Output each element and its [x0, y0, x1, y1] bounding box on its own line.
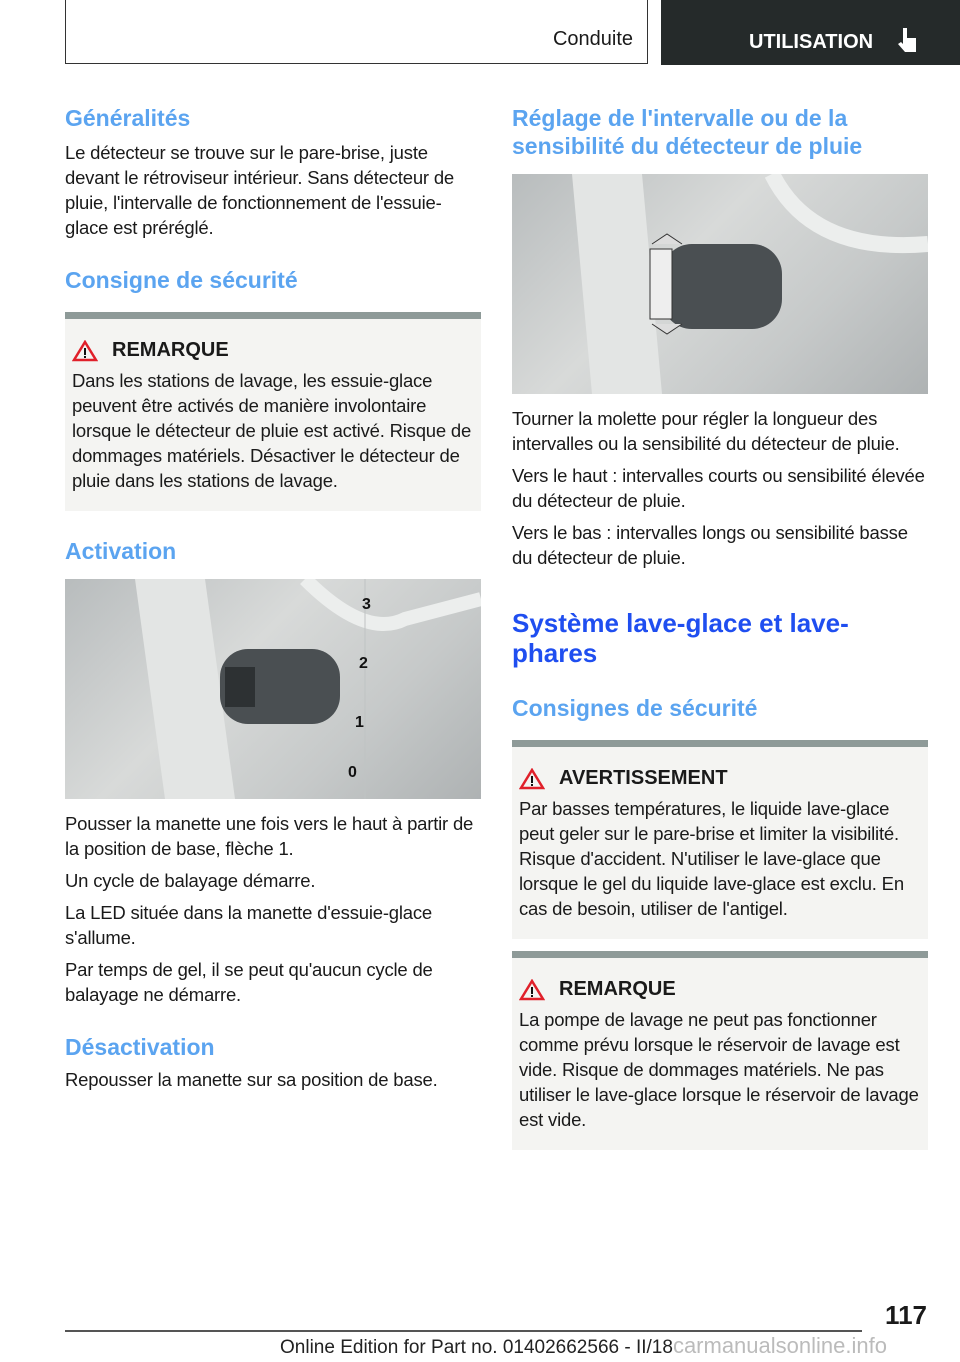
warning-box	[512, 740, 928, 939]
desactivation-text: Repousser la manette sur sa position de base.	[65, 1069, 438, 1090]
heading-generalites: Généralités	[65, 105, 191, 131]
note-text: La pompe de lavage ne peut pas fonctionner comme prévu lorsque le réservoir de lavage est vide. Risque de dommages matériels. Ne pas utiliser le lave-glace lorsque le réservoir de lavage est vide.	[519, 1009, 919, 1130]
arrow-label-0: 0	[348, 764, 357, 781]
note-box	[65, 312, 481, 511]
heading-systeme: Système lave-glace et lave-phares	[512, 608, 849, 668]
arrow-label-1: 1	[355, 714, 364, 731]
activation-para-4: Par temps de gel, il se peut qu'aucun cycle de balayage ne démarre.	[65, 959, 433, 1005]
heading-desactivation: Désactivation	[65, 1034, 215, 1060]
warning-text: Par basses températures, le liquide lave-glace peut geler sur le pare-brise et limiter la visibilité. Risque d'accident. N'utiliser le lave-glace que lorsque le gel du liquide lave-glace est exclu. En cas de besoin, utiliser de l'antigel.	[519, 798, 904, 919]
note-text: Dans les stations de lavage, les essuie-glace peuvent être activés de manière involontaire lorsque le détecteur de pluie est activé. Risque de dommages matériels. Désactiver le détecteur de pluie dans les stations de lavage.	[72, 370, 472, 491]
reglage-illustration	[512, 174, 928, 394]
warning-triangle-icon	[519, 979, 545, 1001]
note-box	[512, 951, 928, 1150]
header-chapter	[661, 0, 960, 65]
footer-edition: Online Edition for Part no. 01402662566 - II/18	[280, 1337, 673, 1358]
reglage-para-1: Tourner la molette pour régler la longueur des intervalles ou la sensibilité du détecteur de pluie.	[512, 408, 900, 454]
footer	[280, 1333, 887, 1359]
warning-triangle-icon	[519, 768, 545, 790]
note-label: REMARQUE	[112, 339, 229, 361]
activation-para-3: La LED située dans la manette d'essuie-glace s'allume.	[65, 902, 433, 948]
warning-triangle-icon	[72, 340, 98, 362]
heading-reglage: Réglage de l'intervalle ou de la sensibilité du détecteur de pluie	[512, 105, 863, 159]
note-label: REMARQUE	[559, 978, 676, 1000]
warning-label: AVERTISSEMENT	[559, 767, 728, 789]
heading-activation: Activation	[65, 538, 177, 564]
footer-divider	[65, 1330, 862, 1332]
arrow-label-2: 2	[359, 655, 368, 672]
footer-watermark: carmanualsonline.info	[672, 1333, 887, 1358]
reglage-para-2: Vers le haut : intervalles courts ou sensibilité élevée du détecteur de pluie.	[512, 465, 925, 511]
arrow-label-3: 3	[362, 596, 371, 613]
header-section: Conduite	[552, 28, 633, 50]
page-number: 117	[885, 1300, 927, 1330]
activation-para-2: Un cycle de balayage démarre.	[65, 870, 316, 891]
left-column	[65, 104, 481, 1092]
heading-consigne: Consigne de sécurité	[65, 267, 298, 293]
header-section-box	[65, 0, 648, 64]
reglage-para-3: Vers le bas : intervalles longs ou sensibilité basse du détecteur de pluie.	[512, 522, 908, 568]
right-column	[512, 104, 928, 1150]
hand-pointer-icon	[897, 26, 919, 54]
activation-para-1: Pousser la manette une fois vers le haut à partir de la position de base, flèche 1.	[65, 813, 474, 859]
generalites-text: Le détecteur se trouve sur le pare-brise, juste devant le rétroviseur intérieur. Sans détecteur de pluie, l'intervalle de fonctionnement de l'essuie-glace est préréglé.	[65, 142, 455, 238]
heading-consignes: Consignes de sécurité	[512, 695, 758, 721]
header-chapter-label: UTILISATION	[749, 31, 874, 53]
activation-illustration	[65, 579, 481, 799]
